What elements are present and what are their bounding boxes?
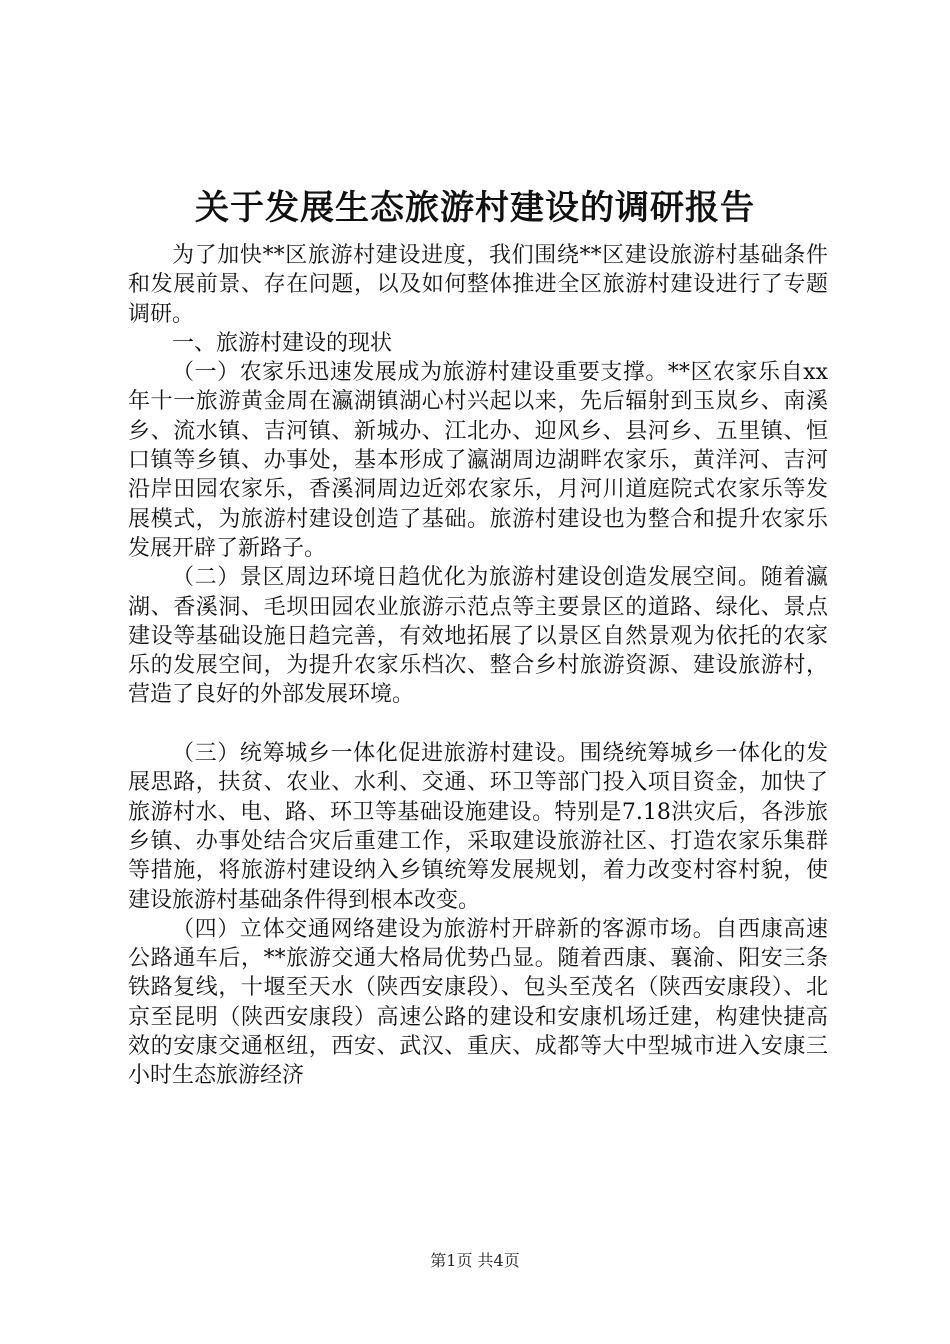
paragraph-urban-rural: （三）统筹城乡一体化促进旅游村建设。围绕统筹城乡一体化的发展思路，扶贫、农业、水利、交通、环卫等部门投入项目资金，加快了旅游村水、电、路、环卫等基础设施建设。特别是7.18洪灾后，各涉旅乡镇、办事处结合灾后重建工作，采取建设旅游社区、打造农家乐集群等措施，将旅游村建设纳入乡镇统筹发展规划，着力改变村容村貌，使建设旅游村基础条件得到根本改变。 (128, 741, 828, 913)
section-heading-status: 一、旅游村建设的现状 (172, 330, 393, 356)
page-number-footer: 第1页 共4页 (430, 1251, 520, 1270)
document-title: 关于发展生态旅游村建设的调研报告 (195, 188, 755, 228)
paragraph-transport: （四）立体交通网络建设为旅游村开辟新的客源市场。自西康高速公路通车后，**旅游交通大格局优势凸显。随着西康、襄渝、阳安三条铁路复线，十堰至天水（陕西安康段）、包头至茂名（陕西安康段）、北京至昆明（陕西安康段）高速公路的建设和安康机场迁建，构建快捷高效的安康交通枢纽，西安、武汉、重庆、成都等大中型城市进入安康三小时生态旅游经济 (128, 916, 828, 1089)
intro-paragraph: 为了加快**区旅游村建设进度，我们围绕**区建设旅游村基础条件和发展前景、存在问题，以及如何整体推进全区旅游村建设进行了专题调研。 (128, 243, 828, 327)
document-body (128, 241, 828, 1091)
paragraph-farmhouse: （一）农家乐迅速发展成为旅游村建设重要支撑。**区农家乐自xx年十一旅游黄金周在瀛湖镇湖心村兴起以来，先后辐射到玉岚乡、南溪乡、流水镇、吉河镇、新城办、江北办、迎风乡、县河乡、五里镇、恒口镇等乡镇、办事处，基本形成了瀛湖周边湖畔农家乐，黄洋河、吉河沿岸田园农家乐，香溪洞周边近郊农家乐，月河川道庭院式农家乐等发展模式，为旅游村建设创造了基础。旅游村建设也为整合和提升农家乐发展开辟了新路子。 (128, 360, 828, 561)
paragraph-scenic-environment: （二）景区周边环境日趋优化为旅游村建设创造发展空间。随着瀛湖、香溪洞、毛坝田园农业旅游示范点等主要景区的道路、绿化、景点建设等基础设施日趋完善，有效地拓展了以景区自然景观为依托的农家乐的发展空间，为提升农家乐档次、整合乡村旅游资源、建设旅游村，营造了良好的外部发展环境。 (128, 565, 828, 708)
